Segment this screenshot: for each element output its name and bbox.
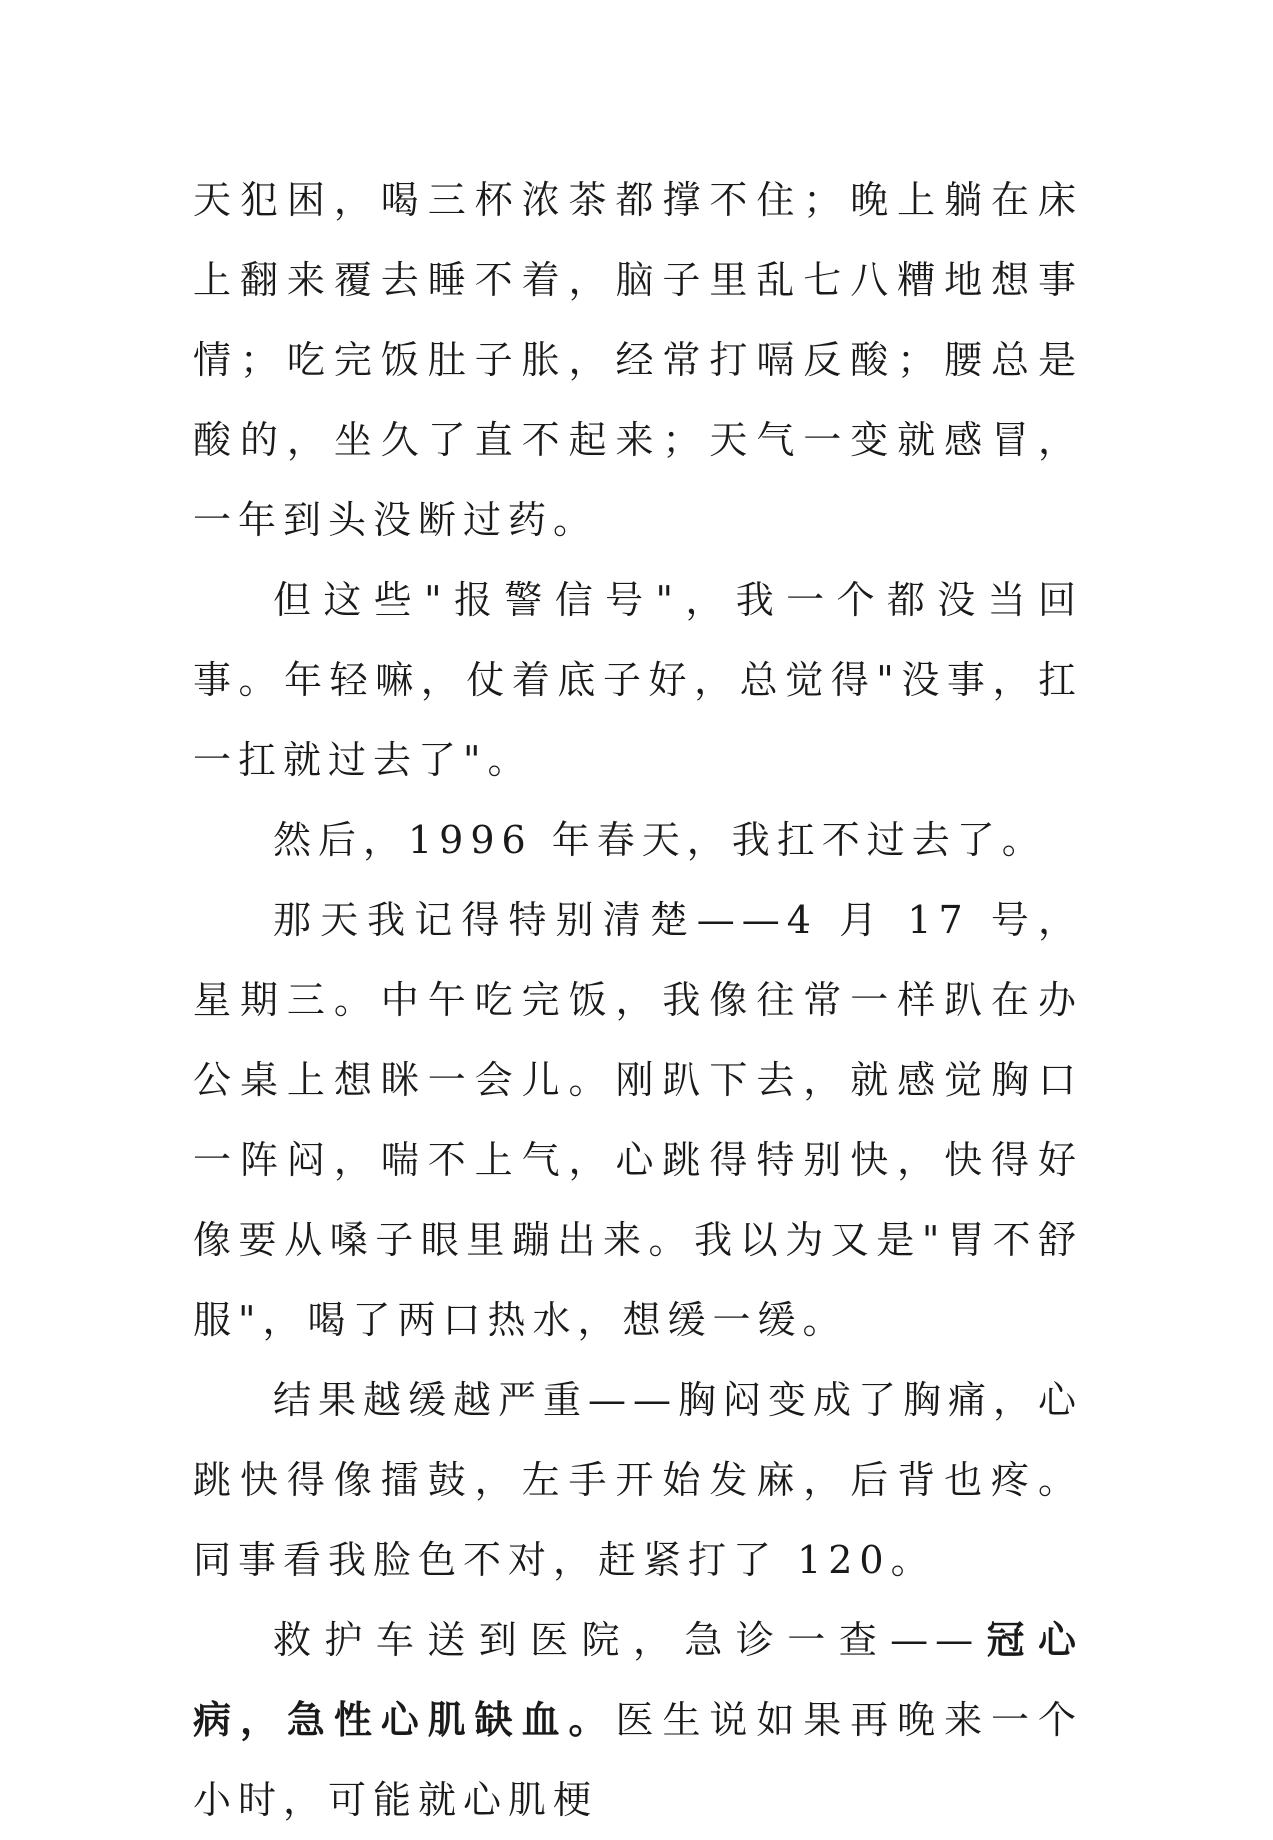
paragraph-1: 天犯困，喝三杯浓茶都撑不住；晚上躺在床上翻来覆去睡不着，脑子里乱七八糟地想事情；吃完饭肚子胀，经常打嗝反酸；腰总是酸的，坐久了直不起来；天气一变就感冒，一年到头没断过药。 xyxy=(193,178,1083,542)
paragraph-6-lead: 救护车送到医院，急诊一查—— xyxy=(273,1618,981,1662)
paragraph-2: 但这些"报警信号"，我一个都没当回事。年轻嘛，仗着底子好，总觉得"没事，扛一扛就过去了"。 xyxy=(193,578,1083,782)
paragraph-4: 那天我记得特别清楚——4 月 17 号，星期三。中午吃完饭，我像往常一样趴在办公桌上想眯一会儿。刚趴下去，就感觉胸口一阵闷，喘不上气，心跳得特别快，快得好像要从嗓子眼里蹦出来。我以为又是"胃不舒服"，喝了两口热水，想缓一缓。 xyxy=(193,898,1083,1342)
paragraph-5: 结果越缓越严重——胸闷变成了胸痛，心跳快得像擂鼓，左手开始发麻，后背也疼。同事看我脸色不对，赶紧打了 120。 xyxy=(193,1378,1084,1582)
body-text xyxy=(193,160,1083,1840)
paragraph-6-tail: 医生说如果再晚来一个小时，可能就心肌梗 xyxy=(193,1698,1083,1822)
paragraph-3: 然后，1996 年春天，我扛不过去了。 xyxy=(273,818,1047,862)
diagnosis-highlight: 冠心病，急性心肌缺血。 xyxy=(193,1617,1083,1742)
paragraph-6 xyxy=(193,1600,1083,1840)
